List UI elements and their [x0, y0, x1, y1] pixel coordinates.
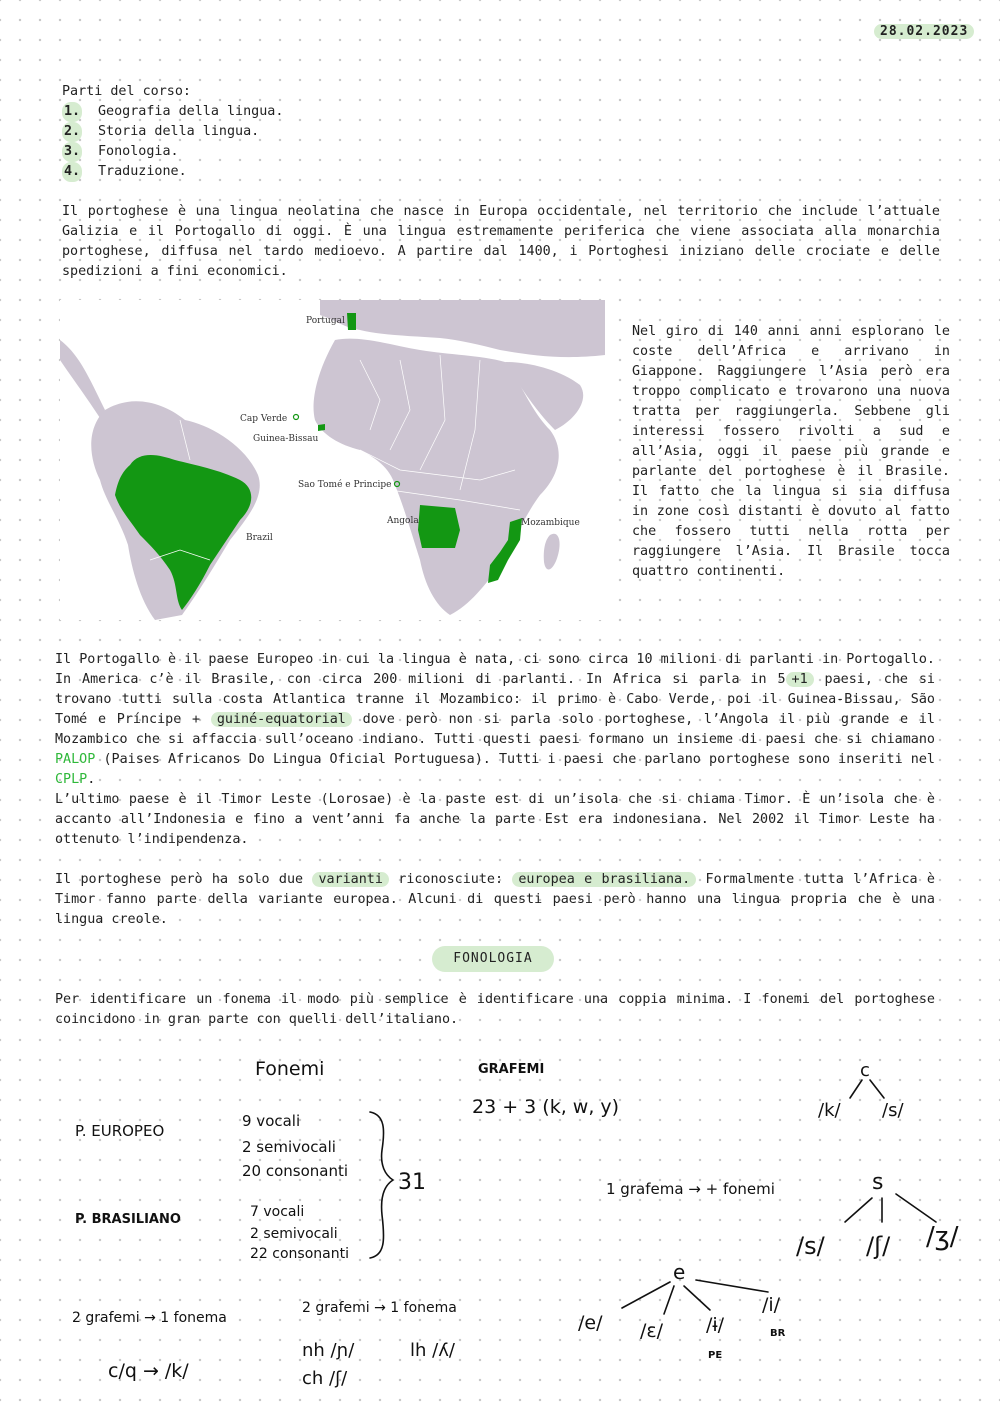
hw-p-brasiliano: P. BRASILIANO	[75, 1212, 181, 1227]
hw-e-note: BR	[770, 1328, 786, 1339]
highlight-plus-one: +1	[786, 672, 814, 687]
list-number: 4.	[62, 162, 82, 182]
hw-eu-line: 2 semivocali	[242, 1138, 336, 1156]
hw-eu-line: 9 vocali	[242, 1112, 301, 1130]
map-label-sao-tome: Sao Tomé e Principe	[298, 480, 392, 490]
e-tree-branch	[664, 1286, 674, 1314]
hw-e-note: PE	[708, 1350, 723, 1361]
hw-nh-rule: nh /ɲ/	[302, 1340, 355, 1361]
map-label-brazil: Brazil	[246, 533, 273, 543]
hw-p-europeo: P. EUROPEO	[75, 1122, 165, 1140]
hw-br-line: 7 vocali	[250, 1204, 305, 1220]
hw-grafemi-title: GRAFEMI	[478, 1062, 545, 1077]
text-segment: Il Portogallo è il paese Europeo in cui la lingua è nata, ci sono circa 10 milioni di parlanti in Portogallo. In America c’è il Brasile, con circa 200 milioni di parlanti. In Africa si parla in 5	[55, 652, 935, 687]
c-tree-branch	[850, 1080, 862, 1098]
hw-c-leaf: /k/	[818, 1100, 841, 1121]
map-label-cap-verde: Cap Verde	[240, 414, 288, 424]
hw-s-leaf: /ʒ/	[926, 1222, 959, 1252]
list-number: 1.	[62, 102, 82, 122]
section-title-fonologia: FONOLOGIA	[432, 946, 554, 972]
map-label-portugal: Portugal	[306, 316, 345, 326]
map-label-mozambique: Mozambique	[521, 518, 580, 528]
hw-c-root: c	[860, 1060, 870, 1081]
brace-stroke	[370, 1112, 393, 1258]
list-number: 3.	[62, 142, 82, 162]
hw-e-leaf: /i/	[762, 1294, 781, 1316]
hw-e-leaf: /ɨ/	[706, 1314, 725, 1336]
hw-br-line: 22 consonanti	[250, 1246, 349, 1262]
hw-lh-rule: lh /ʎ/	[410, 1340, 455, 1361]
hw-grafemi-count: 23 + 3 (k, w, y)	[472, 1096, 620, 1118]
hw-ch-rule: ch /ʃ/	[302, 1368, 348, 1389]
c-tree-branch	[870, 1080, 884, 1098]
course-parts-heading: Parti del corso:	[62, 84, 191, 99]
list-text: Traduzione.	[98, 164, 187, 179]
hw-e-leaf: /e/	[578, 1312, 603, 1334]
s-tree-branch	[845, 1198, 872, 1222]
text-segment: (Paises Africanos Do Lingua Oficial Portuguesa). Tutti i paesi che parlano portoghese sono inseriti nel	[95, 752, 935, 767]
intro-paragraph: Il portoghese è una lingua neolatina che nasce in Europa occidentale, nel territorio che include l’attuale Galizia e il Portogallo di oggi. È una lingua estremamente periferica che viene associata alla monarchia portoghese, diffusa nel tardo medioevo. A partire dal 1400, i Portoghesi iniziano delle crociate e delle spedizioni a fini economici.	[62, 204, 940, 279]
hw-eu-line: 20 consonanti	[242, 1162, 349, 1180]
text-segment: riconosciute:	[388, 872, 513, 887]
list-text: Storia della lingua.	[98, 124, 260, 139]
side-paragraph: Nel giro di 140 anni anni esplorano le coste dell’Africa e arrivano in Giappone. Raggiungere l’Asia però era troppo complicato e trovarono una nuova tratta per raggiungerla. Sebbene gli interessi fossero rivolti a sud e all’Asia, oggi il paese più grande e parlante del portoghese è il Brasile. Il fatto che la lingua si sia diffusa in zone così distanti è dovuto al fatto che fossero tutti nella rotta per raggiungere l’Asia. Il Brasile tocca quattro continenti.	[632, 324, 950, 579]
highlight-guine-equatorial: guiné-equatorial	[211, 712, 352, 727]
hw-total: 31	[398, 1170, 426, 1195]
hw-s-leaf: /s/	[796, 1232, 825, 1260]
cplp-term: CPLP	[55, 772, 88, 787]
text-segment: .	[87, 772, 96, 787]
text-segment: paesi, che si trovano tutti sulla costa Atlantica tranne il Mozambico: il primo è Cabo Verde, poi il Guinea-Bissau, São Tomé e Príncipe +	[55, 672, 935, 727]
e-tree-branch	[622, 1282, 670, 1308]
timor-text: L’ultimo paese è il Timor Leste (Lorosae) è la paste est di un’isola che si chiama Timor. È un’isola che è accanto all’Indonesia e fino a vent’anni fa anche la parte Est era indonesiana. Nel 2002 il Timor Leste ha ottenuto l’indipendenza.	[55, 792, 935, 847]
hw-cq-rule: c/q → /k/	[108, 1360, 189, 1382]
palop-term: PALOP	[55, 752, 96, 767]
map-label-guinea-bissau: Guinea-Bissau	[253, 434, 319, 444]
date-badge: 28.02.2023	[874, 24, 974, 39]
hw-s-leaf: /ʃ/	[866, 1232, 891, 1260]
list-number: 2.	[62, 122, 82, 142]
hw-two-graphemes-b: 2 grafemi → 1 fonema	[302, 1300, 457, 1316]
text-segment: dove però non si parla solo portoghese, l’Angola il più grande e il Mozambico che si affaccia sull’oceano indiano. Tutti questi paesi formano un insieme di paesi che si chiamano	[55, 712, 935, 747]
s-tree-branch	[896, 1194, 936, 1222]
map-label-angola: Angola	[387, 516, 419, 526]
hw-fonemi-title: Fonemi	[255, 1058, 325, 1080]
text-segment: Formalmente tutta l’Africa è Timor fanno parte della variante europea. Alcuni di questi paesi però hanno una lingua propria che è una lingua creole.	[55, 872, 935, 927]
list-text: Fonologia.	[98, 144, 179, 159]
list-text: Geografia della lingua.	[98, 104, 284, 119]
text-segment: Il portoghese però ha solo due	[55, 872, 313, 887]
highlight-variant-names: europea e brasiliana.	[512, 872, 696, 887]
hw-e-leaf: /ɛ/	[640, 1320, 664, 1342]
hw-one-grapheme: 1 grafema → + fonemi	[606, 1180, 775, 1198]
phoneme-paragraph: Per identificare un fonema il modo più semplice è identificare una coppia minima. I fonemi del portoghese coincidono in gran parte con quelli dell’italiano.	[55, 992, 935, 1027]
hw-two-graphemes-a: 2 grafemi → 1 fonema	[72, 1310, 227, 1326]
highlight-varianti: varianti	[312, 872, 389, 887]
e-tree-branch	[696, 1280, 768, 1292]
hw-s-root: s	[872, 1170, 884, 1195]
e-tree-branch	[684, 1286, 710, 1310]
hw-c-leaf: /s/	[882, 1100, 904, 1121]
hw-e-root: e	[673, 1260, 686, 1284]
hw-br-line: 2 semivocali	[250, 1226, 338, 1242]
